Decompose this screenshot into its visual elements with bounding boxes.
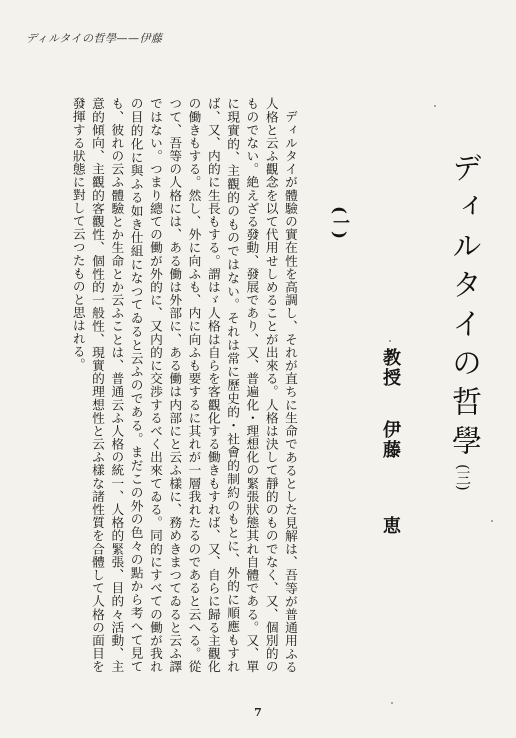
- author-given-name: 恵: [380, 516, 401, 536]
- print-speck: [434, 105, 436, 107]
- author-name: 伊藤: [380, 420, 401, 460]
- print-speck: [491, 520, 493, 522]
- title-part-number: (三): [454, 464, 472, 491]
- article-title: [445, 152, 481, 491]
- page-number: 7: [254, 706, 262, 719]
- print-speck: [391, 702, 393, 704]
- running-head: ディルタイの哲學——伊藤: [26, 32, 163, 45]
- author-role: 教授: [380, 348, 401, 388]
- section-number: (一): [329, 206, 349, 240]
- body-paragraph: ディルタイが體驗の實在性を高調し、それが直ちに生命であるとした見解は、吾等が普通用ふる人格と云ふ觀念を以て代用せしめることが出來る。人格は決して靜的のものでなく、又、個別的のものでない。絶えざる發動、發展であり、又、普遍化・理想化の緊張狀態其れ自體である。又、單に現實的、主觀的のものではない。それは常に歷史的・社會的制約のもとに、外的に順應もすれば、又、内的に生長もする。謂はゞ人格は自らを客觀化する働きもすれば、又、自らに歸る主觀化の働きもする。然し、外に向ふも、内に向ふも要するに其れが一層我れたるのであると云へる。從つて、吾等の人格には、ある働は外部に、ある働は内部にと云ふ樣に、務めきまつてゐると云ふ譯ではない。つまり總ての働が外的に、又内的に交渉するべく出來てゐる。同的にすべての働が我れの目的化に與ふる如き仕組になつてゐると云ふのである。まだこの外の色々の點から考へて見ても、彼れの云ふ體驗とか生命とか云ふことは、普通云ふ人格の統一、人格的緊張、目的々活動、主意的傾向、主觀的客觀性、個性的一般性、現實的理想性と云ふ樣な諸性質を合體して人格の面目を發揮する狀態に對して云つたものと思はれる。: [70, 97, 298, 673]
- title-main: ディルタイの哲學: [446, 152, 481, 464]
- author-byline: [378, 348, 402, 536]
- print-speck: [389, 340, 391, 342]
